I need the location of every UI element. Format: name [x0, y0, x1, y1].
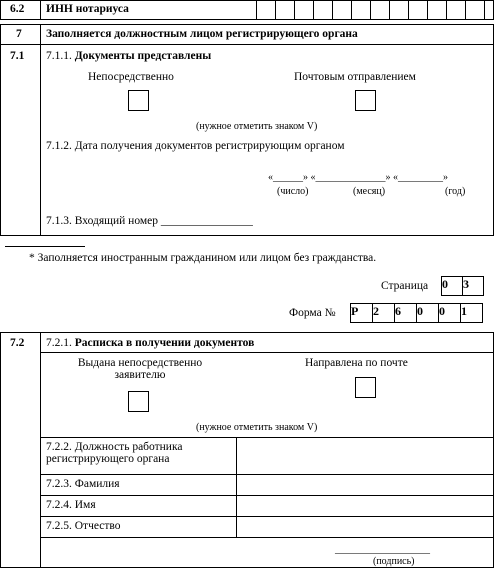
page-digit: 0: [441, 276, 463, 296]
row-6-2-label: ИНН нотариуса: [46, 3, 129, 15]
inn-cell[interactable]: [408, 0, 428, 20]
patronymic-label: 7.2.5. Отчество: [46, 520, 121, 532]
section-7-2-number: 7.2: [10, 337, 25, 349]
form-number-cells: [351, 303, 483, 323]
surname-label: 7.2.3. Фамилия: [46, 478, 120, 490]
footnote-rule: [5, 246, 85, 247]
section-7-1-1-title: Документы представлены: [74, 50, 212, 62]
inn-cell[interactable]: [389, 0, 409, 20]
name-field[interactable]: [237, 496, 493, 516]
section-7-number: 7: [16, 28, 22, 40]
option-direct-label: Непосредственно: [88, 71, 174, 83]
section-7-title: Заполняется должностным лицом регистрирующего органа: [46, 28, 358, 40]
option-issued-line2: заявителю: [114, 369, 166, 381]
section-7-2-1-heading: [46, 337, 254, 349]
name-label: 7.2.4. Имя: [46, 499, 96, 511]
option-issued-checkbox[interactable]: [128, 391, 149, 412]
section-7-1-1-heading: [46, 50, 211, 62]
position-label-line2: регистрирующего органа: [46, 453, 170, 465]
option-post-checkbox[interactable]: [355, 90, 376, 111]
section-7-1-1-number: 7.1.1.: [46, 50, 72, 62]
inn-cell[interactable]: [332, 0, 352, 20]
option-issued-line1: Выдана непосредственно: [77, 357, 203, 369]
footnote-text: * Заполняется иностранным гражданином или лицом без гражданства.: [29, 252, 377, 264]
option-direct-checkbox[interactable]: [128, 90, 149, 111]
inn-cell[interactable]: [427, 0, 447, 20]
date-month-label: (месяц): [353, 186, 386, 197]
page-label: Страница: [381, 280, 429, 292]
section-7-2-1-number: 7.2.1.: [46, 337, 72, 349]
form-char: 1: [460, 303, 483, 323]
date-day-label: (число): [277, 186, 309, 197]
position-label-line1: 7.2.2. Должность работника: [46, 441, 183, 453]
row-6-2-number: 6.2: [10, 3, 25, 15]
page-digit: 3: [462, 276, 484, 296]
option-mailed-checkbox[interactable]: [355, 377, 376, 398]
section-7-2-left-divider: [40, 332, 41, 568]
inn-cell[interactable]: [294, 0, 314, 20]
inn-cell[interactable]: [313, 0, 333, 20]
option-post-label: Почтовым отправлением: [294, 71, 416, 83]
page-number-cells: [442, 276, 484, 296]
divider: [40, 0, 41, 20]
inn-cells: [257, 0, 485, 20]
form-label: Форма №: [289, 307, 336, 319]
form-char: Р: [350, 303, 373, 323]
signature-label: (подпись): [373, 556, 415, 567]
inn-cell[interactable]: [275, 0, 295, 20]
form-char: 2: [372, 303, 395, 323]
surname-field[interactable]: [237, 475, 493, 495]
option-mailed-label: Направлена по почте: [305, 357, 408, 369]
table-bottom-rule: [40, 537, 494, 538]
form-char: 0: [438, 303, 461, 323]
inn-cell[interactable]: [370, 0, 390, 20]
inn-cell[interactable]: [256, 0, 276, 20]
form-char: 6: [394, 303, 417, 323]
section-7-2-1-title: Расписка в получении документов: [74, 337, 255, 349]
mark-note: (нужное отметить знаком V): [196, 121, 318, 132]
section-7-1-number: 7.1: [10, 50, 25, 62]
incoming-number-field[interactable]: 7.1.3. Входящий номер ________________: [46, 215, 253, 227]
mark-note-2: (нужное отметить знаком V): [196, 422, 318, 433]
patronymic-field[interactable]: [237, 517, 493, 537]
position-label: [46, 441, 182, 465]
section-7-2-header-divider: [40, 352, 494, 353]
section-7-1-2-label: 7.1.2. Дата получения документов регистрирующим органом: [46, 140, 345, 152]
date-year-label: (год): [445, 186, 466, 197]
date-input-line[interactable]: «______» «______________» «_________»: [268, 172, 448, 183]
inn-cell[interactable]: [465, 0, 485, 20]
section-7-header-divider: [0, 44, 494, 45]
inn-cell[interactable]: [351, 0, 371, 20]
form-char: 0: [416, 303, 439, 323]
position-field[interactable]: [237, 438, 493, 474]
section-7-left-divider: [40, 24, 41, 236]
inn-cell[interactable]: [446, 0, 466, 20]
signature-line[interactable]: ___________________: [335, 544, 430, 555]
option-issued-label: [60, 357, 220, 381]
